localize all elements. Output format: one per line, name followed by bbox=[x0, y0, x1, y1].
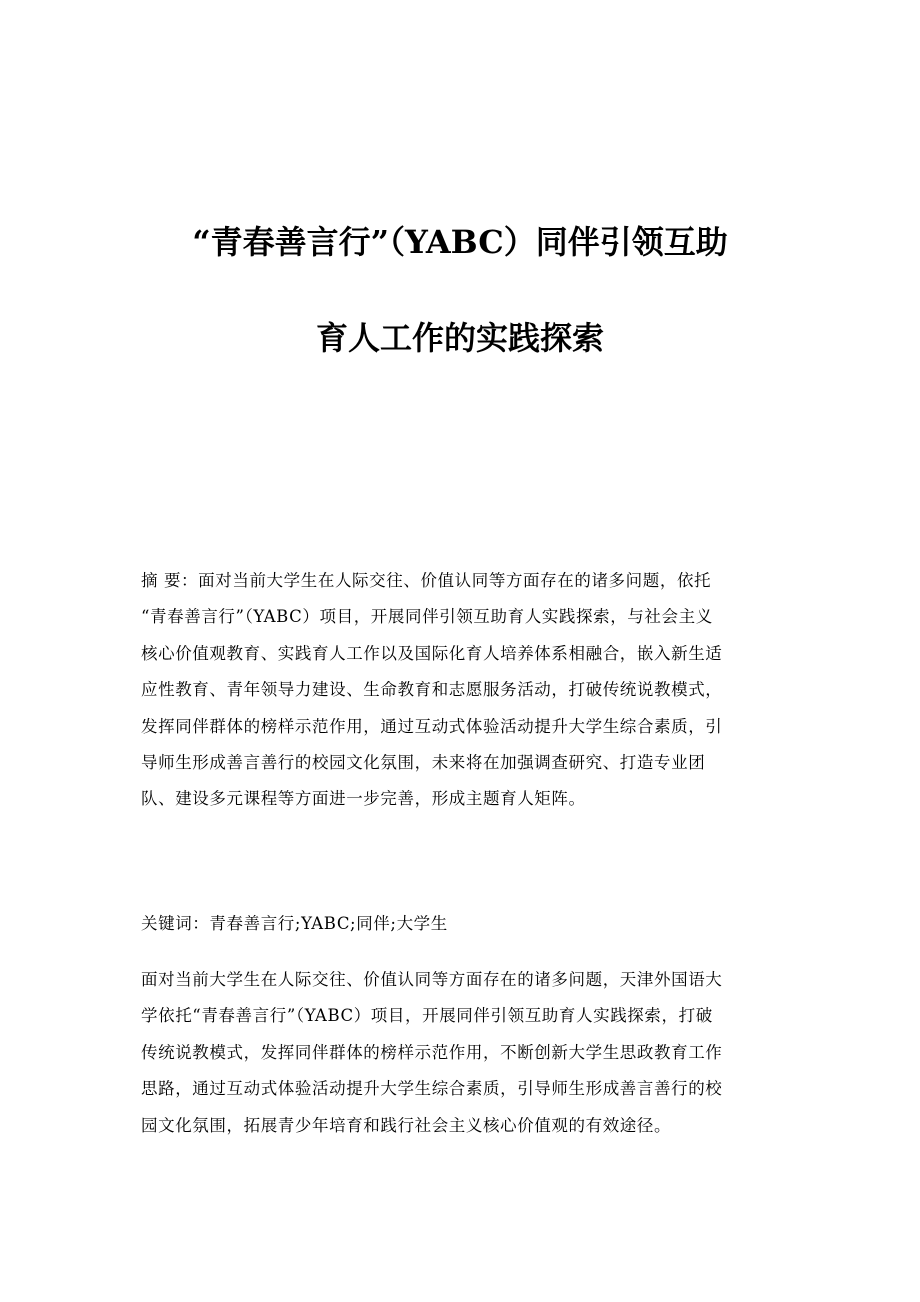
paragraph-line: 思路，通过互动式体验活动提升大学生综合素质，引导师生形成善言善行的校 bbox=[141, 1079, 723, 1099]
abstract-text: 面对当前大学生在人际交往、价值认同等方面存在的诸多问题，依托 bbox=[198, 571, 712, 590]
abstract-line: “青春善言行”（YABC）项目，开展同伴引领互助育人实践探索，与社会主义 bbox=[141, 607, 713, 627]
keywords-label: 关键词： bbox=[141, 914, 210, 933]
abstract-line: 导师生形成善言善行的校园文化氛围，未来将在加强调查研究、打造专业团 bbox=[141, 753, 706, 773]
paragraph-line: 传统说教模式，发挥同伴群体的榜样示范作用，不断创新大学生思政教育工作 bbox=[141, 1042, 723, 1062]
abstract-label: 摘 要： bbox=[141, 571, 199, 590]
abstract-section bbox=[141, 563, 781, 818]
abstract-line bbox=[141, 563, 781, 599]
keywords-value: 青春善言行;YABC;同伴;大学生 bbox=[209, 914, 448, 933]
abstract-line: 发挥同伴群体的榜样示范作用，通过互动式体验活动提升大学生综合素质，引 bbox=[141, 716, 723, 736]
document-title-line-1: “青春善言行”（YABC）同伴引领互助 bbox=[192, 223, 728, 261]
paragraph-line: 学依托“青春善言行”（YABC）项目，开展同伴引领互助育人实践探索，打破 bbox=[141, 1006, 713, 1026]
paragraph-line: 面对当前大学生在人际交往、价值认同等方面存在的诸多问题，天津外国语大 bbox=[141, 970, 723, 989]
abstract-line: 应性教育、青年领导力建设、生命教育和志愿服务活动，打破传统说教模式， bbox=[141, 680, 723, 700]
body-paragraph bbox=[141, 962, 781, 1144]
document-title-line-2: 育人工作的实践探索 bbox=[315, 319, 604, 357]
abstract-line: 队、建设多元课程等方面进一步完善，形成主题育人矩阵。 bbox=[141, 789, 586, 809]
paragraph-line: 园文化氛围，拓展青少年培育和践行社会主义核心价值观的有效途径。 bbox=[141, 1115, 672, 1135]
abstract-line: 核心价值观教育、实践育人工作以及国际化育人培养体系相融合，嵌入新生适 bbox=[141, 643, 723, 663]
keywords-section bbox=[141, 906, 781, 942]
